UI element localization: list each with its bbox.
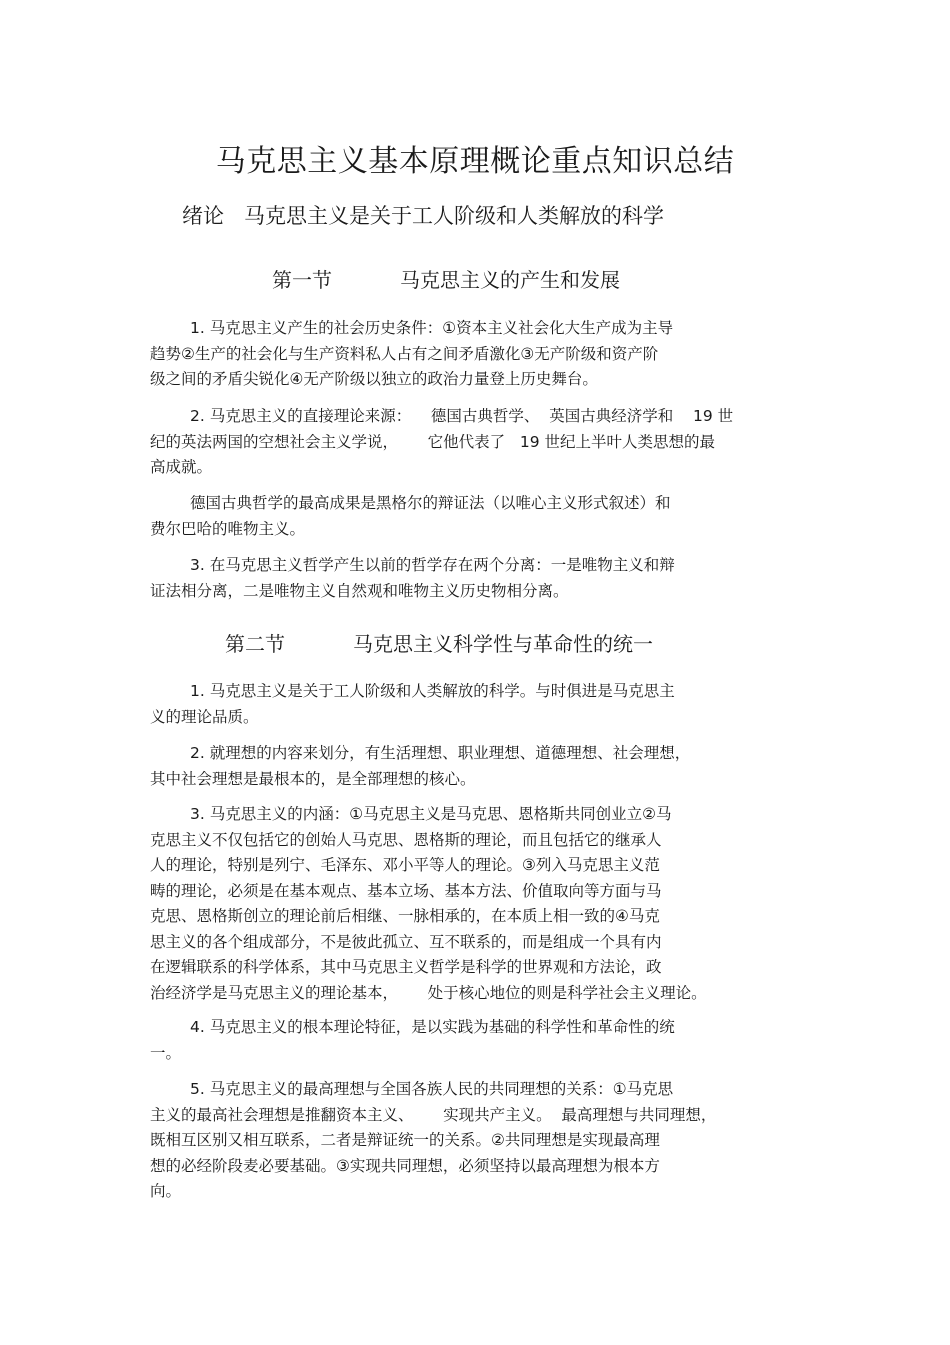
text-line: 级之间的矛盾尖锐化④无产阶级以独立的政治力量登上历史舞台。 <box>150 370 598 388</box>
text-line: 4. 马克思主义的根本理论特征，是以实践为基础的科学性和革命性的统 <box>190 1018 675 1036</box>
section-2-paragraph-5 <box>150 1077 800 1205</box>
text-line: 3. 在马克思主义哲学产生以前的哲学存在两个分离：一是唯物主义和辩 <box>190 556 675 574</box>
section-2-paragraph-2 <box>150 741 800 792</box>
text-line: 费尔巴哈的唯物主义。 <box>150 519 306 538</box>
section-1-heading <box>272 264 620 293</box>
text-line: 人的理论，特别是列宁、毛泽东、邓小平等人的理论。③列入马克思主义范 <box>150 856 660 874</box>
text-line: 畴的理论，必须是在基本观点、基本立场、基本方法、价值取向等方面与马 <box>150 881 662 900</box>
text-line: 治经济学是马克思主义的理论基本， 处于核心地位的则是科学社会主义理论。 <box>150 983 707 1002</box>
text-line: 纪的英法两国的空想社会主义学说， 它他代表了 19 世纪上半叶人类思想的最 <box>150 432 715 451</box>
text-line: 克思主义不仅包括它的创始人马克思、恩格斯的理论，而且包括它的继承人 <box>150 830 662 849</box>
section-2-heading <box>225 628 653 657</box>
text-line: 2. 马克思主义的直接理论来源： 德国古典哲学、 英国古典经济学和 19 世 <box>190 407 734 425</box>
text-line: 趋势②生产的社会化与生产资料私人占有之间矛盾激化③无产阶级和资产阶 <box>150 344 659 363</box>
text-line: 克思、恩格斯创立的理论前后相继、一脉相承的，在本质上相一致的④马克 <box>150 907 660 925</box>
section-1-paragraph-4 <box>150 553 800 604</box>
text-line: 3. 马克思主义的内涵：①马克思主义是马克思、恩格斯共同创业立②马 <box>190 805 672 823</box>
text-line: 主义的最高社会理想是推翻资本主义、 实现共产主义。 最高理想与共同理想， <box>150 1105 717 1124</box>
section-1-paragraph-2 <box>150 404 800 481</box>
section-2-paragraph-3 <box>150 802 800 1006</box>
section-2-paragraph-4 <box>150 1015 800 1066</box>
text-line: 想的必经阶段麦必要基础。③实现共同理想，必须坚持以最高理想为根本方 <box>150 1156 660 1175</box>
text-line: 一。 <box>150 1043 182 1062</box>
introduction-subtitle: 绪论 马克思主义是关于工人阶级和人类解放的科学 <box>182 204 665 228</box>
text-line: 1. 马克思主义是关于工人阶级和人类解放的科学。与时俱进是马克思主 <box>190 682 675 700</box>
text-line: 证法相分离，二是唯物主义自然观和唯物主义历史物相分离。 <box>150 581 569 600</box>
section-1-label: 第一节 <box>272 268 332 292</box>
section-2-title: 马克思主义科学性与革命性的统一 <box>353 632 653 656</box>
document-title: 马克思主义基本原理概论重点知识总结 <box>215 144 735 179</box>
text-line: 2. 就理想的内容来划分，有生活理想、职业理想、道德理想、社会理想， <box>190 744 691 762</box>
section-1-paragraph-3 <box>150 491 800 542</box>
text-line: 向。 <box>150 1182 182 1200</box>
text-line: 思主义的各个组成部分，不是彼此孤立、互不联系的，而是组成一个具有内 <box>150 932 662 951</box>
section-2-label: 第二节 <box>225 632 285 656</box>
section-1-paragraph-1 <box>150 316 800 393</box>
text-line: 既相互区别又相互联系，二者是辩证统一的关系。②共同理想是实现最高理 <box>150 1131 660 1149</box>
text-line: 义的理论品质。 <box>150 707 259 726</box>
text-line: 高成就。 <box>150 458 213 476</box>
text-line: 德国古典哲学的最高成果是黑格尔的辩证法（以唯心主义形式叙述）和 <box>190 494 671 512</box>
section-2-paragraph-1 <box>150 679 800 730</box>
text-line: 5. 马克思主义的最高理想与全国各族人民的共同理想的关系：①马克思 <box>190 1080 674 1098</box>
text-line: 在逻辑联系的科学体系，其中马克思主义哲学是科学的世界观和方法论，政 <box>150 958 662 976</box>
text-line: 其中社会理想是最根本的，是全部理想的核心。 <box>150 769 476 788</box>
text-line: 1. 马克思主义产生的社会历史条件：①资本主义社会化大生产成为主导 <box>190 319 674 337</box>
section-1-title: 马克思主义的产生和发展 <box>400 268 620 292</box>
